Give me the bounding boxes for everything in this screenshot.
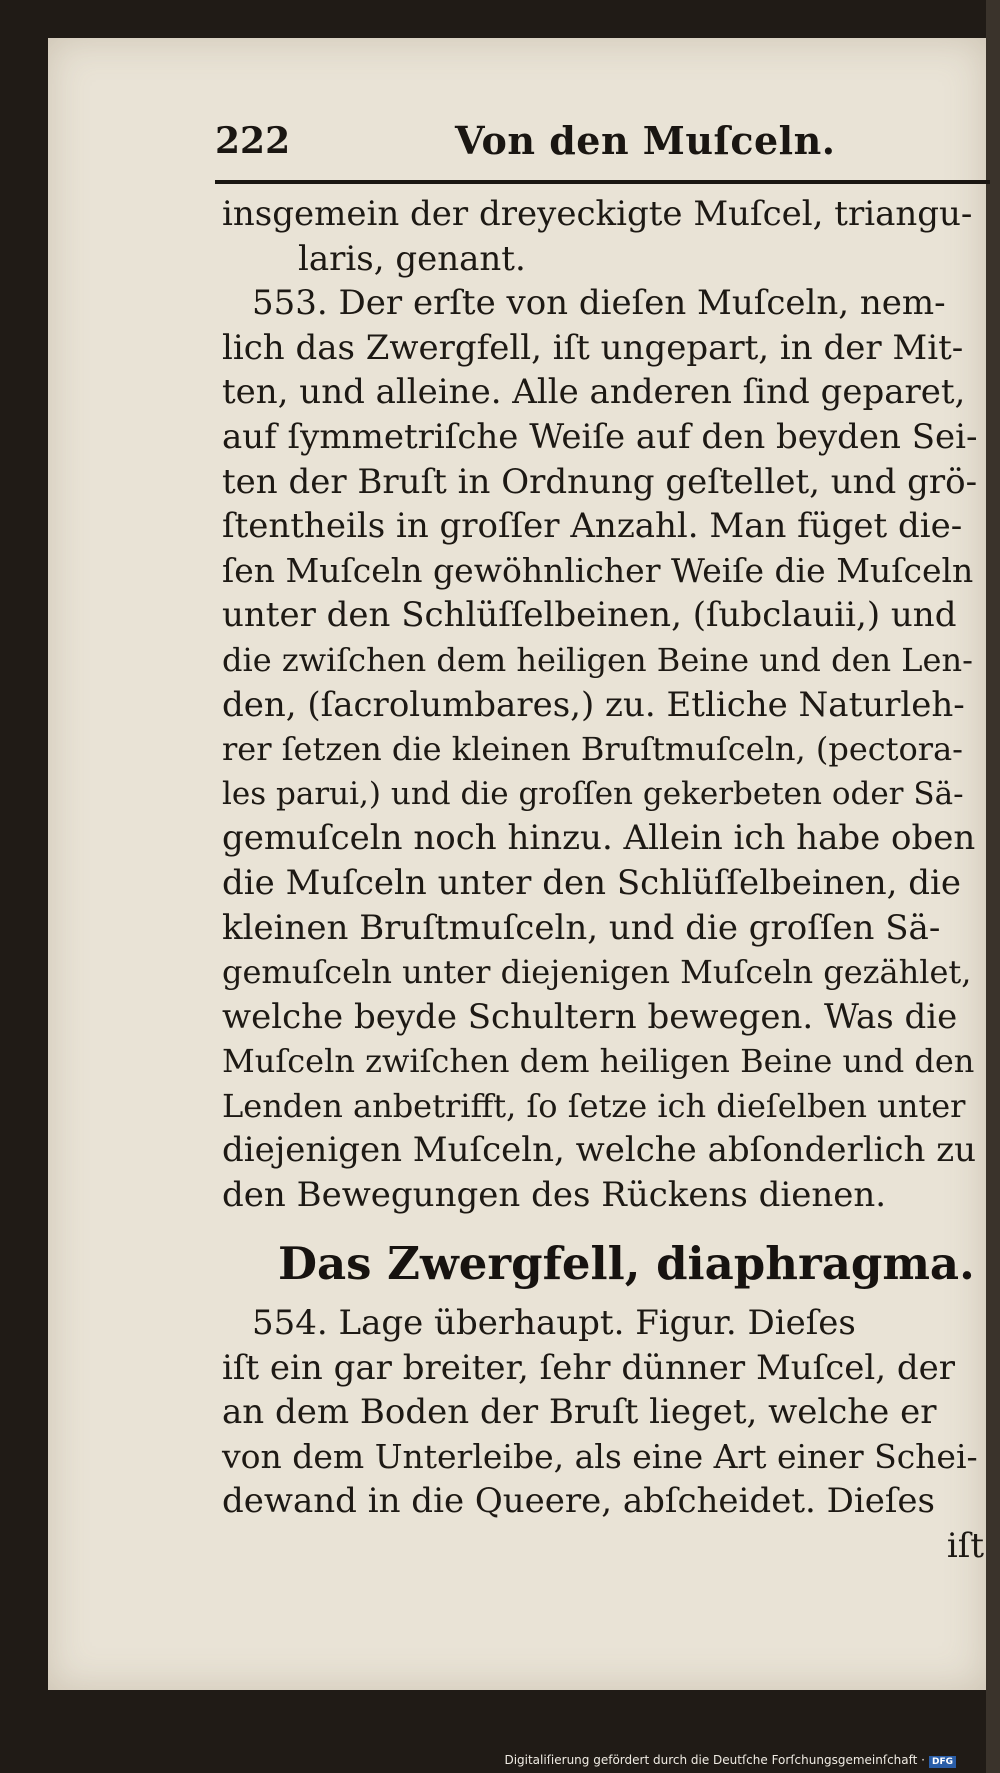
text-line: kleinen Bruſtmuſceln, und die groſſen Sä- — [222, 907, 941, 948]
text-line: den, (ſacrolumbares,) zu. Etliche Naturleh- — [222, 684, 965, 725]
text-line: von dem Unterleibe, als eine Art einer Schei- — [222, 1436, 978, 1476]
text-line: die Muſceln unter den Schlüſſelbeinen, die — [222, 862, 962, 903]
text-line: diejenigen Muſceln, welche abſonderlich zu — [222, 1130, 977, 1171]
section-heading: Das Zwergfell, diaphragma. — [278, 1237, 975, 1290]
text-line: an dem Boden der Bruſt lieget, welche er — [222, 1392, 937, 1433]
text-line: welche beyde Schultern bewegen. Was die — [222, 996, 958, 1037]
text-line: den Bewegungen des Rückens dienen. — [222, 1175, 887, 1216]
text-line: 554. Lage überhaupt. Figur. Dieſes — [252, 1303, 856, 1343]
text-line: rer ſetzen die kleinen Bruſtmuſceln, (pectora- — [222, 730, 963, 769]
text-line: unter den Schlüſſelbeinen, (ſubclauii,) und — [222, 595, 957, 636]
text-line: ſtentheils in groſſer Anzahl. Man füget die- — [222, 506, 963, 547]
text-line: ſen Muſceln gewöhnlicher Weiſe die Muſceln — [222, 550, 974, 590]
text-line: laris, genant. — [298, 238, 526, 279]
section-text — [222, 1301, 984, 1569]
page-edge — [986, 0, 1000, 1773]
text-line: ten, und alleine. Alle anderen ſind geparet, — [222, 372, 966, 413]
digitization-credit — [504, 1753, 956, 1768]
page-header — [215, 118, 990, 178]
text-line: insgemein der dreyeckigte Muſcel, triangu- — [222, 194, 973, 234]
text-line: auf ſymmetriſche Weiſe auf den beyden Sei- — [222, 416, 978, 457]
text-line: gemuſceln unter diejenigen Muſceln gezählet, — [222, 953, 972, 992]
text-line: die zwiſchen dem heiligen Beine und den Len- — [222, 640, 973, 679]
body-text — [222, 192, 984, 1218]
text-line: iſt — [946, 1525, 984, 1566]
text-line: Lenden anbetrifft, ſo ſetze ich dieſelben unter — [222, 1086, 966, 1125]
text-line: gemuſceln noch hinzu. Allein ich habe oben — [222, 818, 976, 859]
header-rule — [215, 180, 990, 184]
text-line: iſt ein gar breiter, ſehr dünner Muſcel, der — [222, 1347, 956, 1388]
text-line: Muſceln zwiſchen dem heiligen Beine und den — [222, 1042, 975, 1081]
text-line: dewand in die Queere, abſcheidet. Dieſes — [222, 1481, 936, 1522]
running-title: Von den Muſceln. — [455, 118, 836, 163]
dfg-logo-badge: DFG — [929, 1756, 956, 1768]
credit-text: Digitaliſierung gefördert durch die Deutſche Forſchungsgemeinſchaft · — [504, 1753, 925, 1767]
text-line: 553. Der erſte von dieſen Muſceln, nem- — [252, 283, 946, 324]
text-line: lich das Zwergfell, iſt ungepart, in der Mit- — [222, 327, 964, 368]
page-number: 222 — [215, 120, 291, 162]
text-line: ten der Bruſt in Ordnung geſtellet, und grö- — [222, 461, 978, 502]
text-line: les parui,) und die groſſen gekerbeten oder Sä- — [222, 775, 964, 812]
